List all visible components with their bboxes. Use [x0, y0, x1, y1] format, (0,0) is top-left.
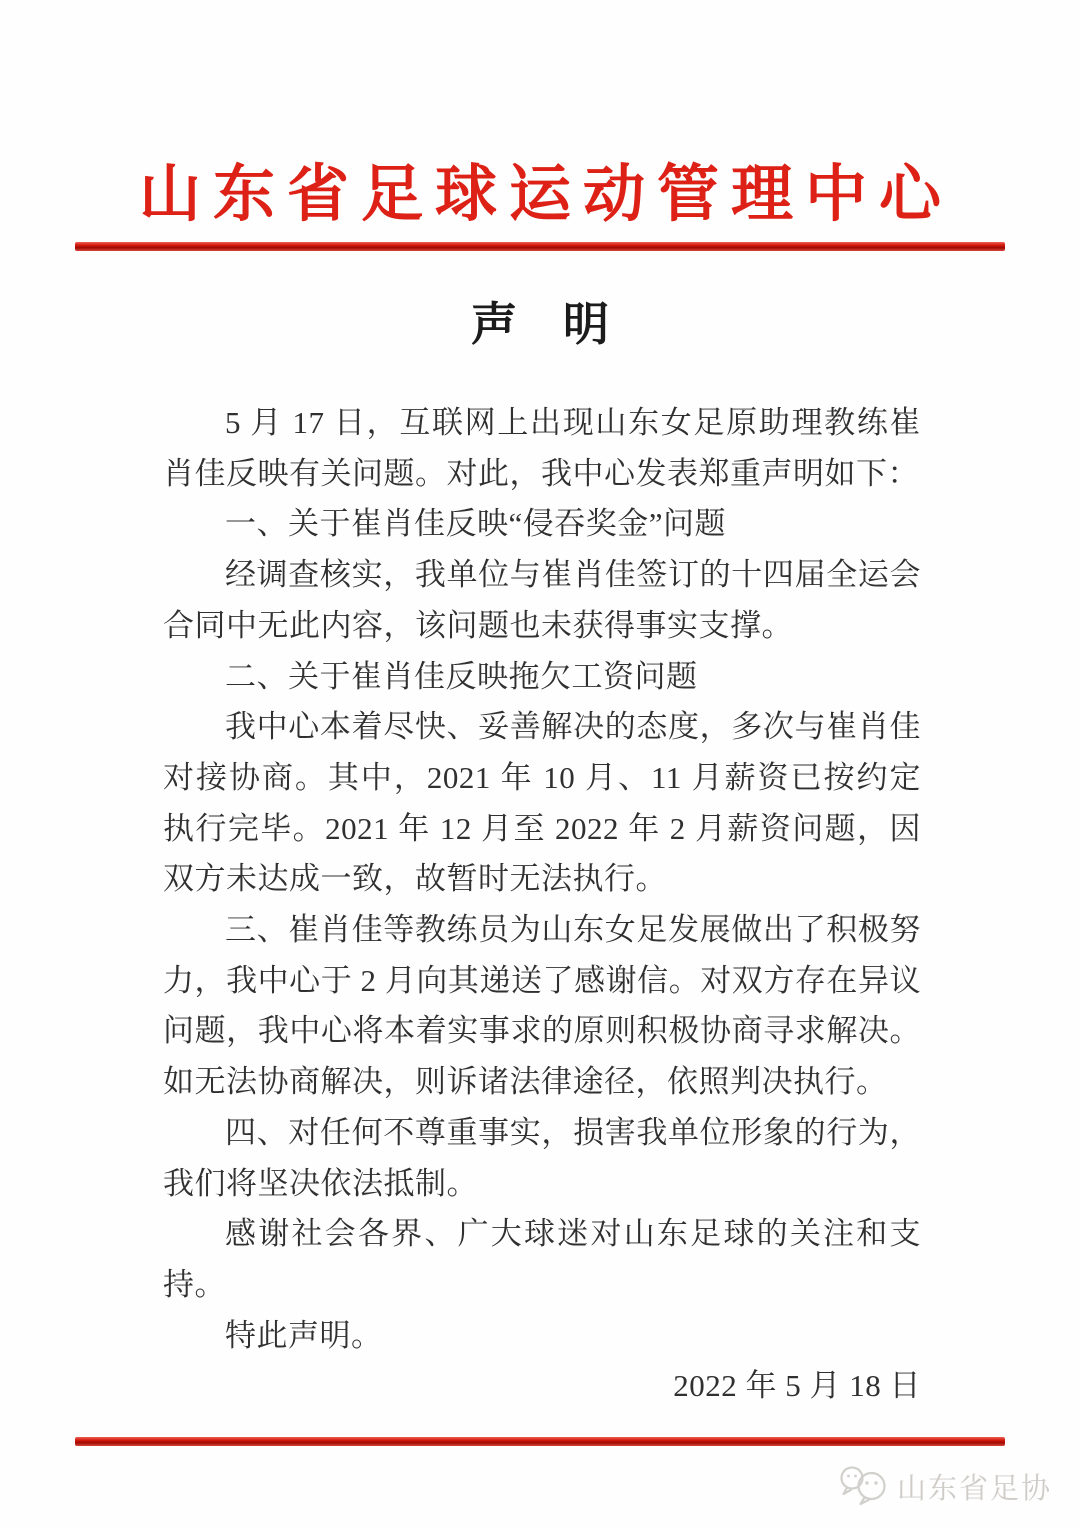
intro-paragraph: 5 月 17 日，互联网上出现山东女足原助理教练崔肖佳反映有关问题。对此，我中心发表郑重声明如下： — [163, 405, 921, 491]
section-two-body: 我中心本着尽快、妥善解决的态度，多次与崔肖佳对接协商。其中，2021 年 10 月、11 月薪资已按约定执行完毕。2021 年 12 月至 2022 年 2 月薪资问题，因双方未达成一致，故暂时无法执行。 — [163, 709, 921, 897]
footer-rule — [75, 1437, 1005, 1446]
letterhead-org-name: 山东省足球运动管理中心 — [138, 161, 953, 229]
section-one-body: 经调查核实，我单位与崔肖佳签订的十四届全运会合同中无此内容，该问题也未获得事实支撑。 — [163, 557, 921, 643]
statement-body — [163, 398, 921, 1412]
section-four-paragraph: 四、对任何不尊重事实，损害我单位形象的行为，我们将坚决依法抵制。 — [163, 1114, 921, 1201]
statement-date: 2022 年 5 月 18 日 — [673, 1368, 921, 1404]
section-two-heading: 二、关于崔肖佳反映拖欠工资问题 — [225, 658, 698, 694]
thanks-paragraph: 感谢社会各界、广大球迷对山东足球的关注和支持。 — [163, 1216, 921, 1302]
wechat-account-watermark — [838, 1463, 1052, 1509]
wechat-icon — [838, 1463, 890, 1509]
wechat-account-label: 山东省足协 — [896, 1472, 1052, 1505]
section-one-heading: 一、关于崔肖佳反映“侵吞奖金”问题 — [225, 506, 727, 542]
section-three-paragraph: 三、崔肖佳等教练员为山东女足发展做出了积极努力，我中心于 2 月向其递送了感谢信。对双方存在异议问题，我中心将本着实事求的原则积极协商寻求解决。如无法协商解决，则诉诸法律途径，依照判决执行。 — [163, 912, 921, 1100]
letterhead-rule — [75, 242, 1005, 251]
document-title: 声 明 — [471, 299, 609, 350]
closing-paragraph: 特此声明。 — [225, 1317, 383, 1353]
